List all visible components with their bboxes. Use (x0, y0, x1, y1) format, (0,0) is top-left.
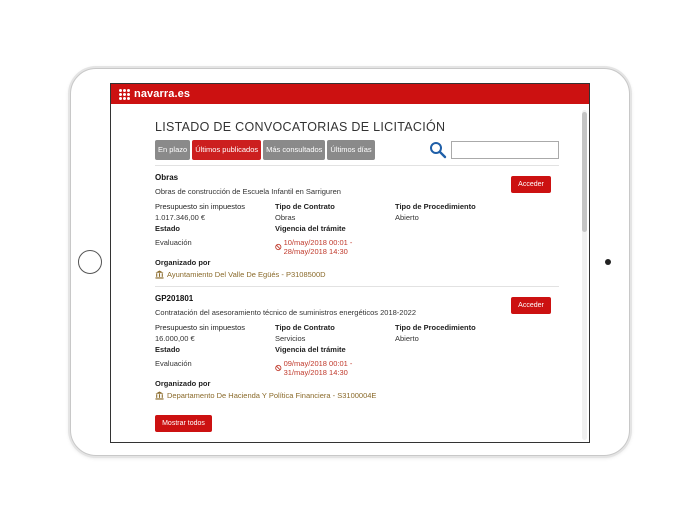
validity-value (275, 238, 395, 256)
validity-text: 09/may/2018 00:01 - 31/may/2018 14:30 (283, 359, 353, 377)
institution-icon (155, 391, 164, 400)
budget-value: 1.017.346,00 € (155, 213, 206, 222)
organized-by-label: Organizado por (155, 258, 211, 267)
organizer-text[interactable]: Departamento De Hacienda Y Política Financiera - S3100004E (167, 391, 377, 400)
contract-type-label: Tipo de Contrato (275, 202, 335, 211)
validity-value (275, 359, 395, 377)
list-item (155, 166, 559, 286)
state-label: Estado (155, 224, 181, 233)
access-button[interactable]: Acceder (511, 176, 551, 193)
site-logo[interactable]: navarra.es (134, 88, 191, 100)
item-description: Contratación del asesoramiento técnico de suministros energéticos 2018-2022 (155, 308, 416, 317)
camera-dot (605, 259, 611, 265)
contract-type-value: Servicios (275, 334, 306, 343)
procedure-type-label: Tipo de Procedimiento (395, 323, 476, 332)
main-content (155, 120, 559, 432)
show-all-button[interactable]: Mostrar todos (155, 415, 212, 432)
tablet-screen (110, 83, 590, 443)
scrollbar-thumb[interactable] (582, 112, 587, 232)
access-button[interactable]: Acceder (511, 297, 551, 314)
top-bar (111, 84, 589, 104)
state-value: Evaluación (155, 359, 192, 368)
search-input[interactable] (451, 141, 559, 159)
validity-text: 10/may/2018 00:01 - 28/may/2018 14:30 (283, 238, 353, 256)
organized-by-label: Organizado por (155, 379, 211, 388)
organizer-link[interactable] (155, 391, 559, 400)
page-title: LISTADO DE CONVOCATORIAS DE LICITACIÓN (155, 120, 446, 134)
state-value: Evaluación (155, 238, 192, 247)
tab-en-plazo[interactable]: En plazo (155, 140, 190, 160)
list-item (155, 286, 559, 407)
budget-label: Presupuesto sin impuestos (155, 202, 246, 211)
institution-icon (155, 270, 164, 279)
contract-type-value: Obras (275, 213, 296, 222)
ban-icon (275, 364, 282, 372)
item-details (155, 202, 559, 256)
tab-ultimos-publicados[interactable]: Últimos publicados (192, 140, 261, 160)
organizer-text[interactable]: Ayuntamiento Del Valle De Egüés - P3108500D (167, 270, 326, 279)
validity-label: Vigencia del trámite (275, 224, 346, 233)
procedure-type-label: Tipo de Procedimiento (395, 202, 476, 211)
budget-value: 16.000,00 € (155, 334, 195, 343)
budget-label: Presupuesto sin impuestos (155, 323, 246, 332)
ban-icon (275, 243, 282, 251)
item-code: GP201801 (155, 294, 194, 303)
tab-mas-consultados[interactable]: Más consultados (263, 140, 325, 160)
tab-ultimos-dias[interactable]: Últimos días (327, 140, 374, 160)
state-label: Estado (155, 345, 181, 354)
home-button[interactable] (78, 250, 102, 274)
item-description: Obras de construcción de Escuela Infantil en Sarriguren (155, 187, 341, 196)
validity-label: Vigencia del trámite (275, 345, 346, 354)
procedure-type-value: Abierto (395, 213, 419, 222)
item-code: Obras (155, 173, 179, 182)
search-icon[interactable] (429, 141, 447, 159)
item-details (155, 323, 559, 377)
organizer-link[interactable] (155, 270, 559, 279)
contract-type-label: Tipo de Contrato (275, 323, 335, 332)
logo-grid-icon (119, 89, 130, 100)
procedure-type-value: Abierto (395, 334, 419, 343)
filter-toolbar (155, 140, 559, 160)
